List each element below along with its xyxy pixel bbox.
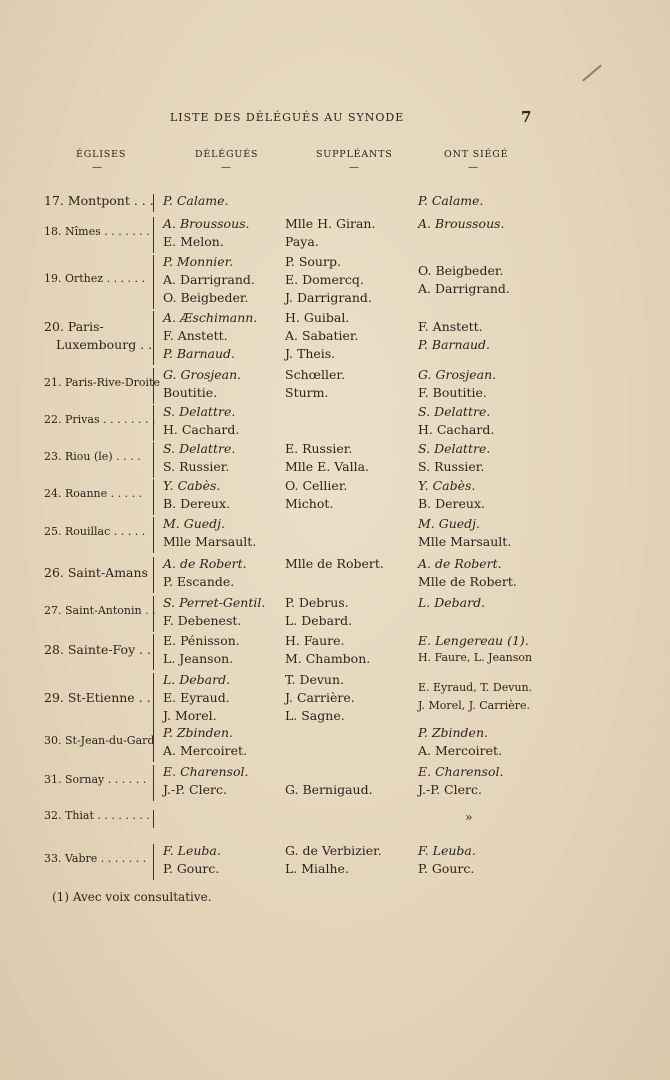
church-name: 24. Roanne . . . . .: [44, 487, 143, 500]
delegate-name: H. Cachard.: [163, 422, 240, 437]
brace: [153, 479, 154, 515]
delegate-name: A. Mercoiret.: [163, 743, 248, 758]
delegate-name: P. Zbinden.: [163, 725, 233, 740]
delegate-name: A. de Robert.: [163, 556, 247, 571]
col-dash-delegues: —: [221, 162, 231, 173]
attended-name: F. Boutitie.: [418, 385, 487, 400]
substitute-name: L. Debard.: [285, 613, 353, 628]
attended-name: B. Dereux.: [418, 496, 485, 511]
substitute-name: O. Cellier.: [285, 478, 348, 493]
attended-name: P. Calame.: [418, 193, 484, 208]
delegate-name: F. Leuba.: [163, 843, 221, 858]
brace: [153, 557, 154, 593]
brace: [153, 765, 154, 801]
delegate-name: E. Charensol.: [163, 764, 249, 779]
attended-name: P. Gourc.: [418, 861, 475, 876]
attended-name: A. Mercoiret.: [418, 743, 503, 758]
attended-name: P. Zbinden.: [418, 725, 488, 740]
attended-name: Mlle de Robert.: [418, 574, 517, 589]
brace: [153, 255, 154, 309]
delegate-name: A. Darrigrand.: [163, 272, 255, 287]
brace: [153, 726, 154, 762]
delegate-name: P. Escande.: [163, 574, 235, 589]
substitute-name: L. Mialhe.: [285, 861, 349, 876]
delegate-name: Boutitie.: [163, 385, 218, 400]
delegate-name: J.-P. Clerc.: [163, 782, 227, 797]
delegate-name: S. Russier.: [163, 459, 230, 474]
delegate-name: E. Eyraud.: [163, 690, 230, 705]
attended-name: A. Broussous.: [418, 216, 505, 231]
substitute-name: P. Sourp.: [285, 254, 341, 269]
substitute-name: H. Guibal.: [285, 310, 350, 325]
delegate-name: P. Monnier.: [163, 254, 234, 269]
substitute-name: J. Darrigrand.: [285, 290, 372, 305]
substitute-name: A. Sabatier.: [285, 328, 359, 343]
attended-name: Y. Cabès.: [418, 478, 476, 493]
attended-name: J.-P. Clerc.: [418, 782, 482, 797]
page-header-title: LISTE DES DÉLÉGUÉS AU SYNODE: [170, 111, 405, 124]
brace: [153, 596, 154, 632]
church-name: 17. Montpont . . .: [44, 193, 154, 208]
substitute-name: Mlle H. Giran.: [285, 216, 376, 231]
attended-name: O. Beigbeder.: [418, 263, 504, 278]
delegate-name: E. Pénisson.: [163, 633, 240, 648]
church-name: 32. Thiat . . . . . . . .: [44, 809, 150, 822]
church-name: 20. Paris-: [44, 319, 104, 334]
church-name: 33. Vabre . . . . . . .: [44, 852, 147, 865]
delegate-name: Y. Cabès.: [163, 478, 221, 493]
delegate-name: P. Calame.: [163, 193, 229, 208]
delegate-name: P. Gourc.: [163, 861, 220, 876]
delegate-name: L. Jeanson.: [163, 651, 234, 666]
substitute-name: Mlle de Robert.: [285, 556, 384, 571]
substitute-name: M. Chambon.: [285, 651, 371, 666]
substitute-name: E. Russier.: [285, 441, 353, 456]
footnote: (1) Avec voix consultative.: [52, 890, 212, 904]
attended-name: S. Delattre.: [418, 441, 491, 456]
church-name: 27. Saint-Antonin . .: [44, 604, 156, 617]
col-dash-eglises: —: [92, 162, 102, 173]
attended-name: H. Cachard.: [418, 422, 495, 437]
substitute-name: L. Sagne.: [285, 708, 345, 723]
delegate-name: A. Broussous.: [163, 216, 250, 231]
substitute-name: Mlle E. Valla.: [285, 459, 369, 474]
attended-name: E. Eyraud, T. Devun.: [418, 681, 533, 694]
col-dash-ont-siege: —: [468, 162, 478, 173]
pencil-mark: [582, 65, 602, 82]
church-name: 21. Paris-Rive-Droite: [44, 376, 160, 389]
attended-name: M. Guedj.: [418, 516, 481, 531]
delegate-name: O. Beigbeder.: [163, 290, 249, 305]
church-name: 31. Sornay . . . . . .: [44, 773, 147, 786]
attended-name: S. Delattre.: [418, 404, 491, 419]
church-name: 23. Riou (le) . . . .: [44, 450, 141, 463]
col-dash-suppleants: —: [349, 162, 359, 173]
church-name: 26. Saint-Amans: [44, 565, 148, 580]
attended-name: »: [465, 809, 473, 824]
delegate-name: L. Debard.: [163, 672, 231, 687]
brace: [153, 634, 154, 670]
brace: [153, 311, 154, 365]
substitute-name: P. Debrus.: [285, 595, 349, 610]
attended-name: A. Darrigrand.: [418, 281, 510, 296]
delegate-name: M. Guedj.: [163, 516, 226, 531]
attended-name: E. Lengereau (1).: [418, 633, 529, 648]
delegate-name: B. Dereux.: [163, 496, 230, 511]
attended-name: S. Russier.: [418, 459, 485, 474]
delegate-name: A. Æschimann.: [163, 310, 258, 325]
church-name: 30. St-Jean-du-Gard: [44, 734, 155, 747]
church-name: 25. Rouillac . . . . .: [44, 525, 146, 538]
delegate-name: S. Perret-Gentil.: [163, 595, 266, 610]
delegate-name: J. Morel.: [163, 708, 217, 723]
substitute-name: J. Carrière.: [285, 690, 355, 705]
substitute-name: Schœller.: [285, 367, 345, 382]
brace: [153, 673, 154, 727]
church-name: 29. St-Etienne . .: [44, 690, 151, 705]
col-header-suppleants: SUPPLÉANTS: [316, 149, 393, 160]
attended-name: E. Charensol.: [418, 764, 504, 779]
substitute-name: J. Theis.: [285, 346, 336, 361]
substitute-name: G. de Verbizier.: [285, 843, 382, 858]
church-name: Luxembourg . .: [56, 337, 153, 352]
attended-name: H. Faure, L. Jeanson: [418, 651, 533, 664]
attended-name: G. Grosjean.: [418, 367, 497, 382]
col-header-delegues: DÉLÉGUÉS: [195, 149, 259, 160]
attended-name: J. Morel, J. Carrière.: [418, 699, 531, 712]
attended-name: A. de Robert.: [418, 556, 502, 571]
col-header-ont-siege: ONT SIÉGÉ: [444, 149, 509, 160]
church-name: 28. Sainte-Foy . .: [44, 642, 152, 657]
substitute-name: G. Bernigaud.: [285, 782, 373, 797]
attended-name: Mlle Marsault.: [418, 534, 512, 549]
delegate-name: F. Anstett.: [163, 328, 228, 343]
brace: [153, 405, 154, 441]
brace: [153, 442, 154, 478]
substitute-name: T. Devun.: [285, 672, 345, 687]
substitute-name: Sturm.: [285, 385, 329, 400]
substitute-name: Michot.: [285, 496, 334, 511]
delegate-name: Mlle Marsault.: [163, 534, 257, 549]
delegate-name: S. Delattre.: [163, 441, 236, 456]
substitute-name: Paya.: [285, 234, 319, 249]
substitute-name: E. Domercq.: [285, 272, 364, 287]
brace: [153, 368, 154, 404]
delegate-name: F. Debenest.: [163, 613, 242, 628]
delegate-name: S. Delattre.: [163, 404, 236, 419]
col-header-eglises: ÉGLISES: [76, 149, 127, 160]
substitute-name: H. Faure.: [285, 633, 345, 648]
delegate-name: P. Barnaud.: [163, 346, 235, 361]
brace: [153, 810, 154, 828]
church-name: 19. Orthez . . . . . .: [44, 272, 146, 285]
brace: [153, 844, 154, 880]
brace: [153, 517, 154, 553]
page-number: 7: [521, 108, 532, 126]
church-name: 22. Privas . . . . . . . .: [44, 413, 156, 426]
attended-name: F. Anstett.: [418, 319, 483, 334]
church-name: 18. Nîmes . . . . . . .: [44, 225, 150, 238]
delegate-name: G. Grosjean.: [163, 367, 242, 382]
attended-name: L. Debard.: [418, 595, 486, 610]
attended-name: P. Barnaud.: [418, 337, 490, 352]
brace: [153, 194, 154, 212]
delegate-name: E. Melon.: [163, 234, 224, 249]
brace: [153, 217, 154, 253]
attended-name: F. Leuba.: [418, 843, 476, 858]
